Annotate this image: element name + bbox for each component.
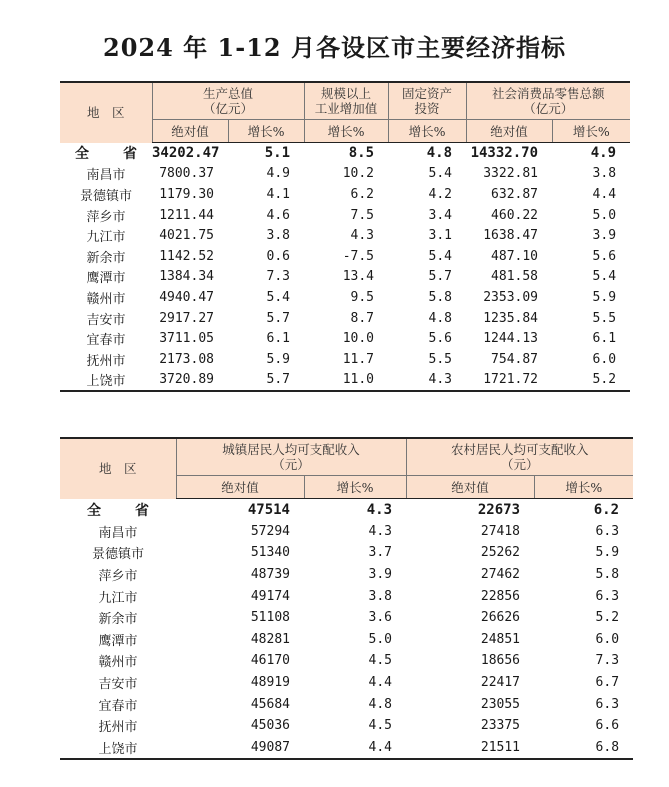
- table-row: [60, 287, 630, 308]
- rural-income-cell: 21511: [480, 739, 521, 755]
- region-cell: 上饶市: [86, 374, 126, 390]
- table-row: [60, 246, 630, 267]
- urban-growth-cell: 4.4: [368, 675, 393, 691]
- gdp-growth-cell: 5.4: [266, 289, 291, 305]
- urban-income-cell: 49087: [250, 739, 290, 755]
- table-row: [60, 564, 633, 586]
- region-cell: 抚州市: [86, 353, 126, 369]
- region-cell: 萍乡市: [86, 209, 126, 225]
- region-cell: 景德镇市: [79, 188, 132, 204]
- rural-growth-cell: 7.3: [595, 653, 620, 669]
- gdp-value-cell: 4940.47: [159, 289, 214, 305]
- industry-growth-cell: 6.2: [350, 186, 375, 202]
- retail-abs-header: 绝对值: [466, 120, 552, 143]
- urban-income-cell: 47514: [247, 501, 290, 518]
- gdp-growth-cell: 6.1: [266, 331, 291, 347]
- rural-growth-cell: 6.6: [595, 718, 620, 734]
- urban-income-cell: 46170: [250, 653, 290, 669]
- retail-value-cell: 1638.47: [483, 228, 539, 244]
- table-row: [60, 349, 630, 370]
- gdp-value-cell: 34202.47: [152, 145, 220, 162]
- rural-growth-cell: 6.2: [593, 501, 620, 518]
- economic-indicators-table: [60, 81, 630, 392]
- retail-value-cell: 481.58: [491, 269, 539, 285]
- rural-income-cell: 23375: [480, 718, 521, 734]
- industry-growth-cell: -7.5: [342, 248, 375, 264]
- table-row: [60, 629, 633, 651]
- urban-growth-cell: 4.3: [368, 523, 393, 539]
- region-cell: 九江市: [86, 230, 126, 246]
- rural-income-cell: 27418: [480, 523, 521, 539]
- gdp-abs-header: 绝对值: [152, 120, 228, 143]
- table-row: [60, 672, 633, 694]
- rural-growth-cell: 6.3: [595, 523, 620, 539]
- industry-growth-cell: 4.3: [350, 228, 375, 244]
- gdp-growth-cell: 4.1: [266, 186, 291, 202]
- gdp-value-cell: 2173.08: [159, 351, 214, 367]
- region-cell: 南昌市: [98, 525, 138, 541]
- investment-growth-cell: 3.1: [428, 228, 453, 244]
- rural-income-cell: 22856: [480, 588, 521, 604]
- rural-growth-cell: 5.9: [595, 545, 620, 561]
- retail-growth-cell: 6.0: [592, 351, 617, 367]
- region-cell: 吉安市: [98, 677, 138, 693]
- rural-income-cell: 22673: [477, 501, 521, 518]
- investment-growth-cell: 4.8: [428, 310, 453, 326]
- urban-income-cell: 48739: [250, 567, 290, 583]
- retail-growth-cell: 3.9: [592, 228, 617, 244]
- rural-income-cell: 18656: [480, 653, 521, 669]
- urban-income-cell: 48919: [250, 675, 290, 691]
- table-row: [60, 370, 630, 392]
- rural-growth-cell: 6.7: [595, 675, 620, 691]
- investment-growth-cell: 3.4: [428, 207, 453, 223]
- rural-abs-header: 绝对值: [406, 476, 534, 499]
- urban-growth-cell: 3.7: [368, 545, 393, 561]
- table-row: [60, 184, 630, 205]
- investment-growth-cell: 4.3: [428, 372, 453, 388]
- region-header: 地 区: [60, 438, 176, 499]
- retail-value-cell: 2353.09: [483, 289, 539, 305]
- industry-growth-cell: 11.0: [342, 372, 375, 388]
- region-cell: 全 省: [75, 146, 147, 163]
- rural-growth-cell: 6.3: [595, 588, 620, 604]
- industry-growth-cell: 7.5: [350, 207, 375, 223]
- industry-growth-cell: 8.5: [348, 145, 375, 162]
- urban-income-cell: 48281: [250, 631, 290, 647]
- region-cell: 景德镇市: [91, 547, 144, 563]
- region-cell: 宜春市: [98, 698, 138, 714]
- table-row: [60, 164, 630, 185]
- retail-value-cell: 632.87: [491, 186, 539, 202]
- region-cell: 赣州市: [98, 655, 138, 671]
- investment-growth-cell: 4.2: [428, 186, 453, 202]
- region-cell: 九江市: [98, 590, 138, 606]
- region-cell: 鹰潭市: [86, 271, 126, 287]
- province-total-row: [60, 143, 630, 164]
- industry-growth-cell: 13.4: [342, 269, 375, 285]
- urban-growth-cell: 4.3: [366, 501, 393, 518]
- gdp-value-cell: 1179.30: [159, 186, 214, 202]
- industry-growth-cell: 9.5: [350, 289, 375, 305]
- gdp-value-cell: 2917.27: [159, 310, 214, 326]
- rural-growth-cell: 6.0: [595, 631, 620, 647]
- gdp-value-cell: 1142.52: [159, 248, 214, 264]
- investment-growth-cell: 5.4: [428, 248, 453, 264]
- region-cell: 新余市: [86, 250, 126, 266]
- urban-growth-cell: 4.4: [368, 739, 393, 755]
- table-row: [60, 328, 630, 349]
- table-row: [60, 693, 633, 715]
- rural-growth-cell: 5.2: [595, 610, 620, 626]
- investment-growth-cell: 5.7: [428, 269, 453, 285]
- table-row: [60, 585, 633, 607]
- urban-abs-header: 绝对值: [176, 476, 304, 499]
- retail-header: 社会消费品零售总额 （亿元）: [466, 82, 630, 120]
- retail-growth-cell: 4.4: [592, 186, 617, 202]
- region-cell: 上饶市: [98, 741, 138, 757]
- region-cell: 鹰潭市: [98, 633, 138, 649]
- urban-income-header: 城镇居民人均可支配收入 （元）: [176, 438, 406, 476]
- rural-growth-cell: 6.8: [595, 739, 620, 755]
- retail-value-cell: 754.87: [491, 351, 539, 367]
- urban-growth-cell: 4.8: [368, 696, 393, 712]
- urban-income-cell: 45036: [250, 718, 290, 734]
- retail-value-cell: 460.22: [491, 207, 539, 223]
- industry-growth-header: 增长%: [304, 120, 388, 143]
- region-cell: 全 省: [87, 502, 159, 519]
- rural-income-cell: 24851: [480, 631, 521, 647]
- retail-growth-cell: 6.1: [592, 331, 617, 347]
- investment-header: 固定资产 投资: [388, 82, 466, 120]
- urban-growth-cell: 3.8: [368, 588, 393, 604]
- table-row: [60, 737, 633, 760]
- gdp-growth-cell: 7.3: [266, 269, 291, 285]
- table-row: [60, 542, 633, 564]
- retail-value-cell: 14332.70: [470, 145, 539, 162]
- investment-growth-cell: 5.4: [428, 166, 453, 182]
- industry-growth-cell: 10.0: [342, 331, 375, 347]
- rural-growth-cell: 5.8: [595, 567, 620, 583]
- investment-growth-cell: 5.6: [428, 331, 453, 347]
- retail-growth-cell: 5.4: [592, 269, 617, 285]
- rural-income-header: 农村居民人均可支配收入 （元）: [406, 438, 633, 476]
- province-total-row: [60, 499, 633, 521]
- gdp-value-cell: 7800.37: [159, 166, 214, 182]
- urban-growth-cell: 3.9: [368, 567, 393, 583]
- retail-growth-cell: 5.5: [592, 310, 617, 326]
- region-cell: 宜春市: [86, 333, 126, 349]
- retail-growth-cell: 5.0: [592, 207, 617, 223]
- table-row: [60, 308, 630, 329]
- investment-growth-cell: 4.8: [426, 145, 453, 162]
- gdp-growth-cell: 5.9: [266, 351, 291, 367]
- urban-income-cell: 51108: [250, 610, 290, 626]
- retail-value-cell: 1721.72: [483, 372, 539, 388]
- gdp-growth-cell: 4.9: [266, 166, 291, 182]
- retail-value-cell: 1235.84: [483, 310, 539, 326]
- investment-growth-header: 增长%: [388, 120, 466, 143]
- urban-income-cell: 57294: [250, 523, 290, 539]
- urban-growth-header: 增长%: [304, 476, 406, 499]
- table-row: [60, 650, 633, 672]
- rural-income-cell: 23055: [480, 696, 521, 712]
- rural-income-cell: 25262: [480, 545, 521, 561]
- gdp-value-cell: 3720.89: [159, 372, 214, 388]
- region-cell: 吉安市: [86, 312, 126, 328]
- rural-income-cell: 26626: [480, 610, 521, 626]
- urban-growth-cell: 5.0: [368, 631, 393, 647]
- urban-income-cell: 45684: [250, 696, 290, 712]
- table-row: [60, 205, 630, 226]
- retail-value-cell: 487.10: [491, 248, 539, 264]
- industry-growth-cell: 11.7: [342, 351, 375, 367]
- retail-growth-cell: 4.9: [590, 145, 617, 162]
- gdp-growth-cell: 3.8: [266, 228, 291, 244]
- investment-growth-cell: 5.5: [428, 351, 453, 367]
- region-cell: 南昌市: [86, 168, 126, 184]
- urban-growth-cell: 4.5: [368, 653, 393, 669]
- region-cell: 萍乡市: [98, 569, 138, 585]
- urban-growth-cell: 3.6: [368, 610, 393, 626]
- gdp-growth-cell: 4.6: [266, 207, 291, 223]
- region-header: 地 区: [60, 82, 152, 143]
- retail-growth-cell: 5.2: [592, 372, 617, 388]
- gdp-value-cell: 1211.44: [159, 207, 214, 223]
- industry-header: 规模以上 工业增加值: [304, 82, 388, 120]
- rural-income-cell: 22417: [480, 675, 521, 691]
- gdp-value-cell: 3711.05: [159, 331, 214, 347]
- table-row: [60, 715, 633, 737]
- region-cell: 抚州市: [98, 720, 138, 736]
- gdp-growth-header: 增长%: [228, 120, 304, 143]
- gdp-growth-cell: 0.6: [266, 248, 291, 264]
- region-cell: 新余市: [98, 612, 138, 628]
- gdp-growth-cell: 5.7: [266, 310, 291, 326]
- retail-growth-header: 增长%: [552, 120, 630, 143]
- gdp-growth-cell: 5.1: [264, 145, 291, 162]
- industry-growth-cell: 10.2: [342, 166, 375, 182]
- industry-growth-cell: 8.7: [350, 310, 375, 326]
- urban-growth-cell: 4.5: [368, 718, 393, 734]
- rural-growth-cell: 6.3: [595, 696, 620, 712]
- gdp-growth-cell: 5.7: [266, 372, 291, 388]
- table-row: [60, 225, 630, 246]
- gdp-value-cell: 1384.34: [159, 269, 214, 285]
- retail-growth-cell: 5.9: [592, 289, 617, 305]
- table-row: [60, 521, 633, 543]
- page-title: 2024 年 1-12 月各设区市主要经济指标: [103, 33, 566, 62]
- table-row: [60, 607, 633, 629]
- region-cell: 赣州市: [86, 291, 126, 307]
- rural-growth-header: 增长%: [534, 476, 633, 499]
- income-table: [60, 437, 633, 760]
- investment-growth-cell: 5.8: [428, 289, 453, 305]
- urban-income-cell: 49174: [250, 588, 290, 604]
- urban-income-cell: 51340: [250, 545, 290, 561]
- retail-value-cell: 1244.13: [483, 331, 539, 347]
- gdp-header: 生产总值 （亿元）: [152, 82, 304, 120]
- gdp-value-cell: 4021.75: [159, 228, 214, 244]
- table-row: [60, 267, 630, 288]
- rural-income-cell: 27462: [480, 567, 521, 583]
- retail-growth-cell: 5.6: [592, 248, 617, 264]
- retail-value-cell: 3322.81: [483, 166, 539, 182]
- retail-growth-cell: 3.8: [592, 166, 617, 182]
